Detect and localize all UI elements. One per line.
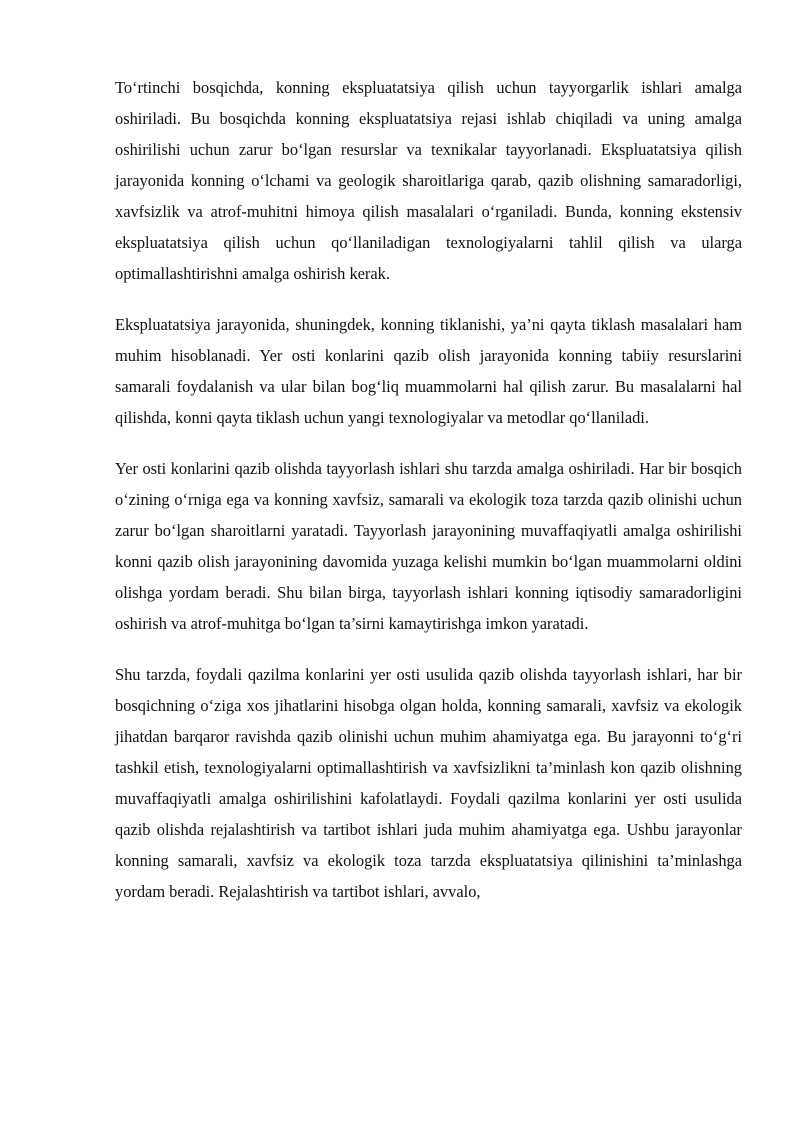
paragraph-1: To‘rtinchi bosqichda, konning ekspluatatsiya qilish uchun tayyorgarlik ishlari amalga oshiriladi. Bu bosqichda konning ekspluatatsiya rejasi ishlab chiqiladi va uning amalga oshirilishi uchun zarur bo‘lgan resurslar va texnikalar tayyorlanadi. Ekspluatatsiya qilish jarayonida konning o‘lchami va geologik sharoitlariga qarab, qazib olishning samaradorligi, xavfsizlik va atrof-muhitni himoya qilish masalalari o‘rganiladi. Bunda, konning ekstensiv ekspluatatsiya qilish uchun qo‘llaniladigan texnologiyalarni tahlil qilish va ularga optimallashtirishni amalga oshirish kerak.	[115, 78, 742, 283]
paragraph-2: Ekspluatatsiya jarayonida, shuningdek, konning tiklanishi, ya’ni qayta tiklash masalalari ham muhim hisoblanadi. Yer osti konlarini qazib olish jarayonida konning tabiiy resurslarini samarali foydalanish va ular bilan bog‘liq muammolarni hal qilish zarur. Bu masalalarni hal qilishda, konni qayta tiklash uchun yangi texnologiyalar va metodlar qo‘llaniladi.	[115, 315, 742, 427]
paragraph-4: Shu tarzda, foydali qazilma konlarini yer osti usulida qazib olishda tayyorlash ishlari, har bir bosqichning o‘ziga xos jihatlarini hisobga olgan holda, konning samarali, xavfsiz va ekologik jihatdan barqaror ravishda qazib olinishi uchun muhim ahamiyatga ega. Bu jarayonni to‘g‘ri tashkil etish, texnologiyalarni optimallashtirish va xavfsizlikni ta’minlash kon qazib olishning muvaffaqiyatli amalga oshirilishini kafolatlaydi. Foydali qazilma konlarini yer osti usulida qazib olishda rejalashtirish va tartibot ishlari juda muhim ahamiyatga ega. Ushbu jarayonlar konning samarali, xavfsiz va ekologik toza tarzda ekspluatatsiya qilinishini ta’minlashga yordam beradi. Rejalashtirish va tartibot ishlari, avvalo,	[115, 665, 742, 901]
paragraph-3: Yer osti konlarini qazib olishda tayyorlash ishlari shu tarzda amalga oshiriladi. Har bir bosqich o‘zining o‘rniga ega va konning xavfsiz, samarali va ekologik toza tarzda qazib olinishi uchun zarur bo‘lgan sharoitlarni yaratadi. Tayyorlash jarayonining muvaffaqiyatli amalga oshirilishi konni qazib olish jarayonining davomida yuzaga kelishi mumkin bo‘lgan muammolarni oldini olishga yordam beradi. Shu bilan birga, tayyorlash ishlari konning iqtisodiy samaradorligini oshirish va atrof-muhitga bo‘lgan ta’sirni kamaytirishga imkon yaratadi.	[115, 459, 742, 633]
document-page	[115, 72, 742, 927]
